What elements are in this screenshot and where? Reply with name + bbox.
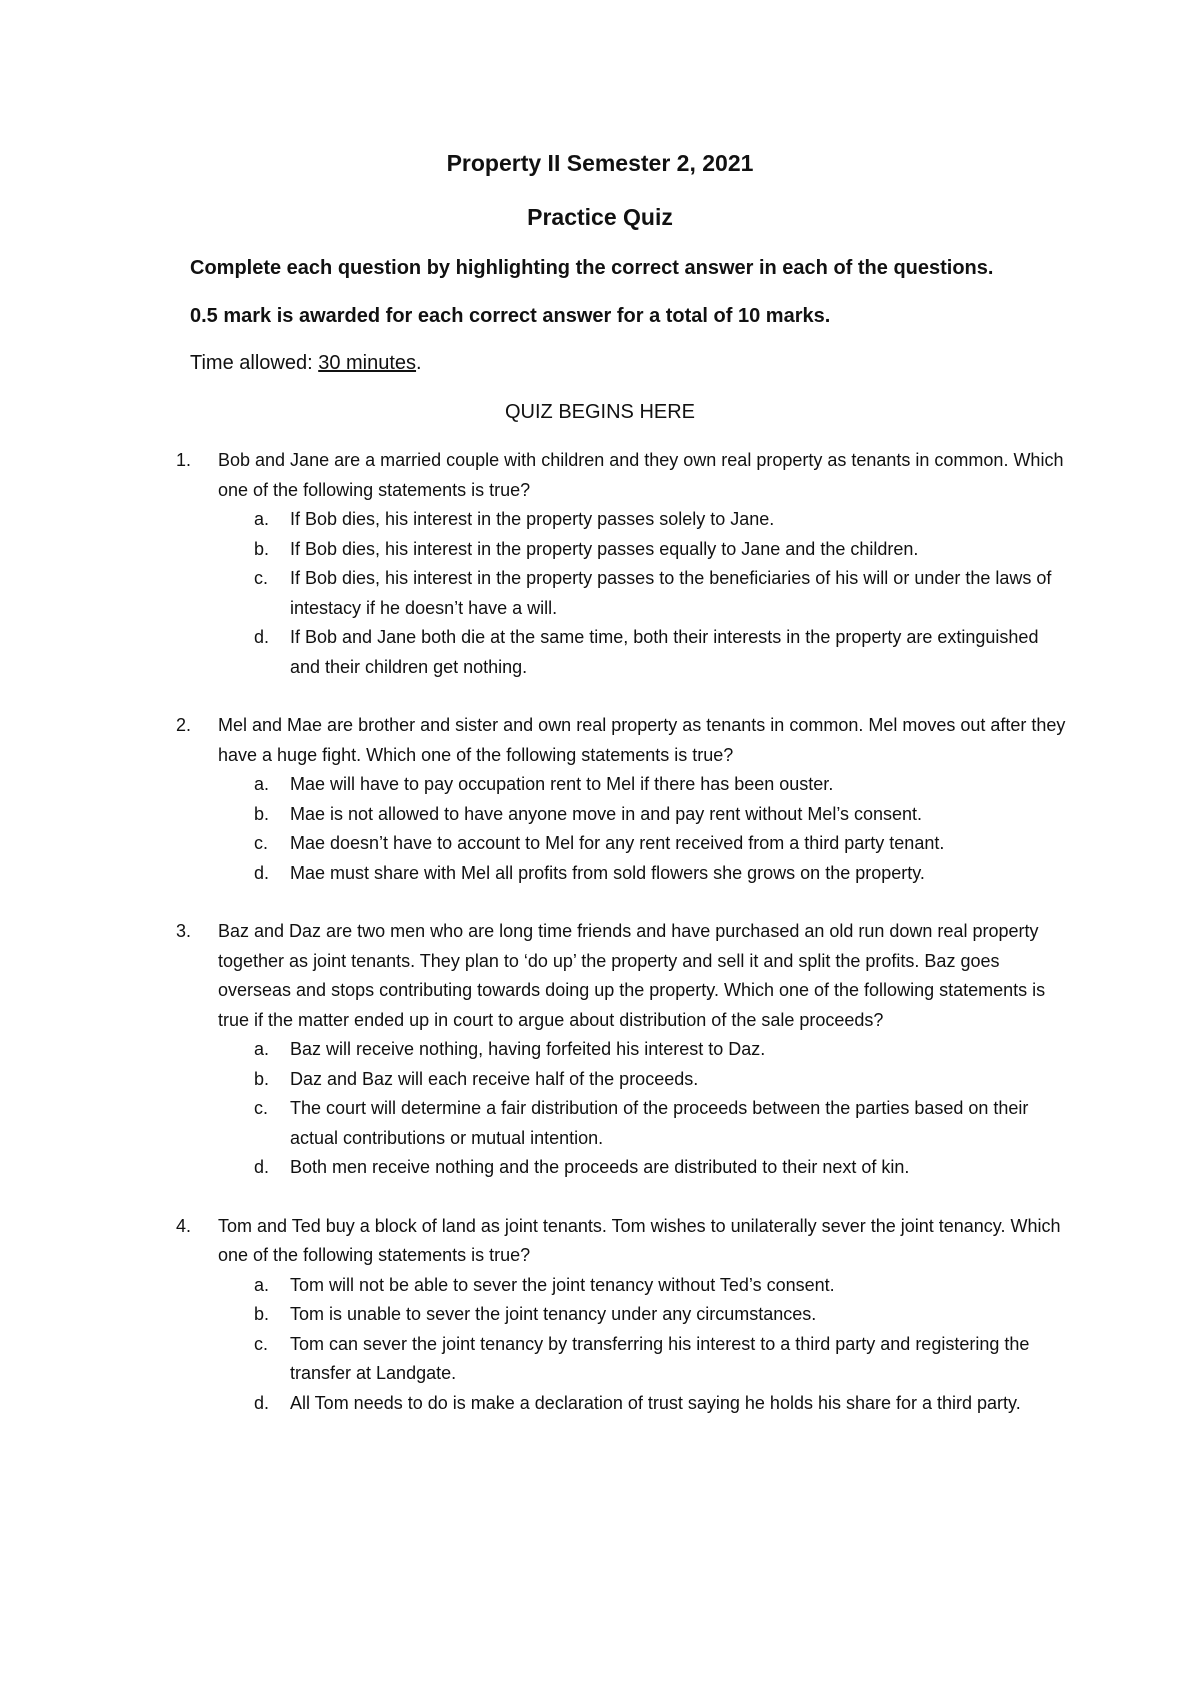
document-title: Property II Semester 2, 2021: [446, 150, 754, 176]
answer-option[interactable]: [218, 1330, 1070, 1389]
option-text: If Bob and Jane both die at the same time, both their interests in the property are extinguished and their children get nothing.: [290, 627, 1039, 677]
option-text: If Bob dies, his interest in the property passes to the beneficiaries of his will or under the laws of intestacy if he doesn’t have a will.: [290, 568, 1052, 618]
option-letter: d.: [254, 627, 270, 647]
instruction-marks: 0.5 mark is awarded for each correct answer for a total of 10 marks.: [190, 305, 831, 327]
answer-option[interactable]: [218, 564, 1070, 623]
option-text: Mae will have to pay occupation rent to Mel if there has been ouster.: [290, 774, 834, 794]
time-allowed-suffix: .: [416, 352, 422, 374]
time-allowed: [190, 352, 422, 375]
question-number: 4.: [176, 1215, 192, 1236]
question-number: 2.: [176, 715, 192, 735]
answer-option[interactable]: [218, 1065, 1070, 1095]
option-letter: b.: [254, 1068, 270, 1089]
answer-option[interactable]: [218, 800, 1070, 830]
question-2: [170, 711, 1070, 888]
question-list: [170, 446, 1070, 1447]
answer-option[interactable]: [218, 829, 1070, 859]
answer-option[interactable]: [218, 1035, 1070, 1065]
question-3: [170, 917, 1070, 1183]
option-text: Mae is not allowed to have anyone move in and pay rent without Mel’s consent.: [290, 803, 923, 824]
option-text: Tom can sever the joint tenancy by transferring his interest to a third party and registering the transfer at Landgate.: [290, 1333, 1030, 1383]
question-1: [170, 446, 1070, 682]
option-text: The court will determine a fair distribution of the proceeds between the parties based on their actual contributions or mutual intention.: [290, 1098, 1029, 1148]
option-text: Mae doesn’t have to account to Mel for any rent received from a third party tenant.: [290, 833, 945, 853]
option-letter: a.: [254, 509, 270, 529]
answer-option[interactable]: [218, 505, 1070, 535]
option-letter: b.: [254, 803, 270, 824]
question-text: Bob and Jane are a married couple with children and they own real property as tenants in common. Which one of the following statements is true?: [218, 450, 1064, 500]
option-text: All Tom needs to do is make a declaration of trust saying he holds his share for a third party.: [290, 1392, 1021, 1413]
option-text: If Bob dies, his interest in the property passes equally to Jane and the children.: [290, 538, 919, 559]
option-text: Mae must share with Mel all profits from sold flowers she grows on the property.: [290, 862, 925, 883]
option-text: Both men receive nothing and the proceeds are distributed to their next of kin.: [290, 1157, 910, 1177]
answer-option[interactable]: [218, 859, 1070, 889]
option-letter: a.: [254, 774, 270, 794]
option-letter: b.: [254, 538, 270, 559]
option-text: If Bob dies, his interest in the property passes solely to Jane.: [290, 509, 775, 529]
time-allowed-label: Time allowed:: [190, 352, 319, 374]
option-letter: c.: [254, 833, 269, 853]
option-letter: c.: [254, 1098, 269, 1118]
answer-option[interactable]: [218, 1300, 1070, 1330]
answer-option[interactable]: [218, 1271, 1070, 1301]
document-subtitle: Practice Quiz: [527, 204, 673, 230]
instruction-highlight: Complete each question by highlighting the correct answer in each of the questions.: [190, 257, 994, 279]
option-letter: d.: [254, 1392, 270, 1413]
option-letter: a.: [254, 1039, 270, 1059]
option-text: Daz and Baz will each receive half of the proceeds.: [290, 1068, 699, 1089]
option-text: Baz will receive nothing, having forfeited his interest to Daz.: [290, 1039, 766, 1059]
question-text: Baz and Daz are two men who are long time friends and have purchased an old run down real property together as joint tenants. They plan to ‘do up’ the property and sell it and split the profits. Baz goes overseas and stops contributing towards doing up the property. Which one of the following statements is true if the matter ended up in court to argue about distribution of the sale proceeds?: [218, 921, 1046, 1030]
question-4: [170, 1212, 1070, 1419]
question-number: 3.: [176, 921, 192, 941]
answer-option[interactable]: [218, 1389, 1070, 1419]
question-text: Tom and Ted buy a block of land as joint tenants. Tom wishes to unilaterally sever the joint tenancy. Which one of the following statements is true?: [218, 1215, 1061, 1265]
option-letter: a.: [254, 1274, 270, 1295]
option-text: Tom is unable to sever the joint tenancy under any circumstances.: [290, 1304, 817, 1324]
option-letter: c.: [254, 1333, 269, 1354]
question-number: 1.: [176, 450, 192, 470]
option-letter: b.: [254, 1304, 270, 1324]
question-text: Mel and Mae are brother and sister and own real property as tenants in common. Mel moves out after they have a huge fight. Which one of the following statements is true?: [218, 715, 1066, 765]
answer-option[interactable]: [218, 623, 1070, 682]
option-letter: d.: [254, 862, 270, 883]
answer-option[interactable]: [218, 1094, 1070, 1153]
answer-option[interactable]: [218, 1153, 1070, 1183]
option-letter: c.: [254, 568, 269, 588]
time-allowed-value: 30 minutes: [318, 352, 417, 374]
answer-option[interactable]: [218, 770, 1070, 800]
quiz-begins-heading: QUIZ BEGINS HERE: [504, 401, 696, 423]
option-text: Tom will not be able to sever the joint tenancy without Ted’s consent.: [290, 1274, 835, 1295]
option-letter: d.: [254, 1157, 270, 1177]
answer-option[interactable]: [218, 535, 1070, 565]
